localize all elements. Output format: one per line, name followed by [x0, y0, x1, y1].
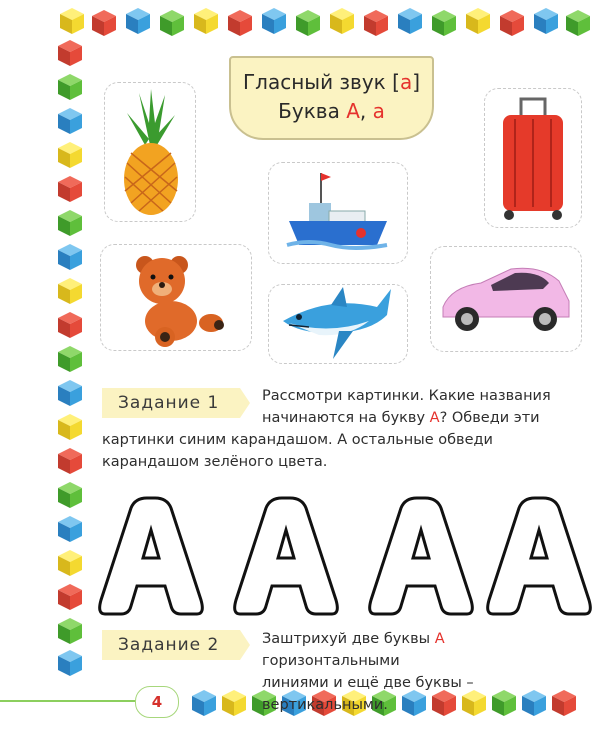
shark-icon: [269, 285, 407, 363]
title-letter-lower: а: [372, 99, 385, 123]
title-letter-label: Буква: [278, 99, 347, 123]
shark-card[interactable]: [268, 284, 408, 364]
title-line-2: [231, 97, 432, 126]
task-1-text-second: [102, 429, 580, 473]
title-separator: ,: [359, 99, 373, 123]
teddy-bear-card[interactable]: [100, 244, 252, 351]
task-1-line-3: картинки синим карандашом. А остальные обведи: [102, 432, 493, 448]
page-number: 4: [135, 686, 179, 718]
suitcase-card[interactable]: [484, 88, 582, 228]
task-1-letter: А: [429, 410, 440, 426]
task-1-line-2-start: начинаются на букву: [262, 410, 430, 426]
title-sound: а: [399, 70, 413, 94]
title-bracket-open: [: [392, 70, 400, 94]
task-2-text: [262, 628, 580, 716]
outline-letter-a[interactable]: [488, 498, 591, 614]
boat-card[interactable]: [268, 162, 408, 264]
outline-letter-a[interactable]: [235, 498, 338, 614]
task-2-label: Задание 2: [102, 630, 240, 660]
title-line-1: [231, 68, 432, 97]
task-1-line-4: карандашом зелёного цвета.: [102, 454, 328, 470]
task-2-line-1-end: горизонтальными: [262, 653, 400, 669]
task-2-line-1-start: Заштрихуй две буквы: [262, 631, 435, 647]
title-letter-upper: А: [346, 99, 360, 123]
outline-letter-a[interactable]: [100, 498, 203, 614]
suitcase-icon: [485, 89, 581, 227]
task-2-line-1: [262, 628, 580, 672]
outline-letters-row: [95, 492, 595, 622]
pineapple-icon: [105, 83, 195, 221]
outline-letter-a[interactable]: [370, 498, 473, 614]
teddy-bear-icon: [101, 245, 251, 350]
task-1-line-1: Рассмотри картинки. Какие названия: [262, 388, 551, 404]
title-bracket-close: ]: [412, 70, 421, 94]
title-sound-label: Гласный звук: [242, 70, 393, 94]
task-1-label: Задание 1: [102, 388, 240, 418]
task-1-line-2-end: ? Обведи эти: [439, 410, 540, 426]
task-1-text-first: [262, 385, 580, 429]
page-title: [229, 56, 434, 140]
boat-icon: [269, 163, 407, 263]
task-2-letter: А: [434, 631, 445, 647]
footer-line: [0, 700, 136, 702]
pineapple-card[interactable]: [104, 82, 196, 222]
car-icon: [431, 247, 581, 351]
car-card[interactable]: [430, 246, 582, 352]
task-1-line-2: [262, 407, 580, 429]
task-2-line-2: линиями и ещё две буквы – вертикальными.: [262, 675, 474, 713]
